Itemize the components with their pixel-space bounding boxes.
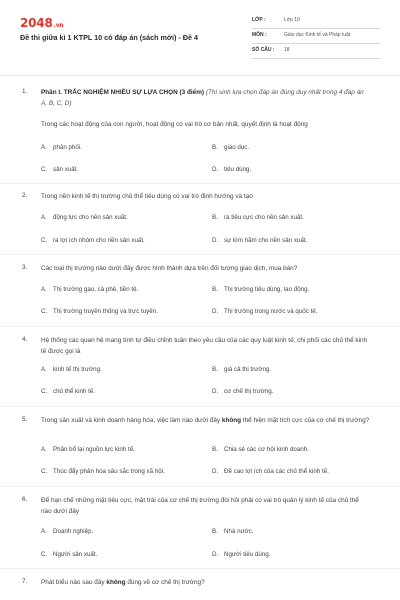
page-header — [0, 0, 400, 72]
header-divider — [0, 75, 400, 76]
option-b[interactable]: B. giáo dục. — [212, 144, 250, 151]
option-b[interactable]: B. Nhà nước. — [212, 528, 254, 535]
question-number: 7. — [22, 578, 28, 585]
question-text: Trong sản xuất và kinh doanh hàng hóa, việc làm nào dưới đây không thể hiện mặt tích cực của cơ chế thị trường? — [41, 417, 370, 424]
question-text: Các loại thị trường nào dưới đây được hình thành dựa trên đối tượng giao dịch, mua bán? — [41, 265, 298, 272]
option-d[interactable]: D. Thị trường trong nước và quốc tế. — [212, 308, 318, 315]
option-b[interactable]: B. giá cả thị trường. — [212, 366, 272, 373]
info-value: Lớp 10 — [284, 17, 300, 23]
info-label: MÔN : — [252, 32, 267, 38]
option-d[interactable]: D. tiêu dùng. — [212, 166, 252, 173]
option-a[interactable]: A. Phân bổ lại nguồn lực kinh tế. — [41, 446, 135, 453]
option-c[interactable]: C. Người sản xuất. — [41, 551, 98, 558]
option-a[interactable]: A. kinh tế thị trường. — [41, 366, 102, 373]
option-d[interactable]: D. Người tiêu dùng. — [212, 551, 271, 558]
option-a[interactable]: A. phân phối. — [41, 144, 82, 151]
question-number: 4. — [22, 336, 28, 343]
option-c[interactable]: C. ra lợi ích nhóm cho nền sản xuất. — [41, 237, 145, 244]
question-divider — [0, 406, 400, 407]
question-text: Hệ thống các quan hệ mang tính tự điều chỉnh tuân theo yêu cầu của các quy luật kinh tế, chi phối các chủ thể kinh tế được gọi là — [41, 337, 368, 355]
question-divider — [0, 486, 400, 487]
info-label: LỚP : — [252, 17, 266, 23]
option-c[interactable]: C. Thị trường truyền thống và trực tuyến. — [41, 308, 158, 315]
option-a[interactable]: A. Doanh nghiệp. — [41, 528, 94, 535]
info-row-count — [252, 44, 380, 59]
option-d[interactable]: D. Đề cao lợi ích của các chủ thể kinh tế. — [212, 468, 329, 475]
option-c[interactable]: C. sản xuất. — [41, 166, 79, 173]
question-number: 2. — [22, 192, 28, 199]
question-number: 6. — [22, 496, 28, 503]
question-text: Trong các hoạt động của con người, hoạt động có vai trò cơ bản nhất, quyết định là hoạt động — [41, 121, 308, 128]
section-instruction: (Thí sinh lựa chọn đáp án đúng duy nhất trong 4 đáp án A, B, C, D) — [41, 89, 364, 107]
option-a[interactable]: A. động lực cho nền sản xuất. — [41, 214, 128, 221]
info-row-subject — [252, 29, 380, 44]
question-text: Phát biểu nào sau đây không đúng về cơ chế thị trường? — [41, 579, 205, 586]
section-title: Phần I. TRẮC NGHIỆM NHIỀU SỰ LỰA CHỌN (3 điểm) — [41, 89, 205, 96]
exam-info-table — [252, 14, 380, 59]
question-number: 3. — [22, 264, 28, 271]
question-number: 1. — [22, 88, 28, 95]
info-label: SỐ CÂU : — [252, 47, 275, 53]
exam-title: Đề thi giữa kì 1 KTPL 10 có đáp án (sách mới) - Đề 4 — [20, 33, 198, 42]
option-c[interactable]: C. Thúc đẩy phân hóa sâu sắc trong xã hội. — [41, 468, 165, 475]
site-logo[interactable]: 2048.vn — [20, 16, 64, 30]
question-divider — [0, 183, 400, 184]
section-header — [41, 88, 371, 109]
info-value: Giáo dục Kinh tế và Pháp luật — [284, 32, 351, 38]
option-c[interactable]: C. chủ thể kinh tế. — [41, 388, 95, 395]
option-d[interactable]: D. sự kìm hãm cho nền sản xuất. — [212, 237, 308, 244]
option-b[interactable]: B. ra tiêu cực cho nền sản xuất. — [212, 214, 304, 221]
question-divider — [0, 568, 400, 569]
question-text: Trong nền kinh tế thị trường chủ thể tiêu dùng có vai trò định hướng và tạo — [41, 193, 253, 200]
question-divider — [0, 254, 400, 255]
option-d[interactable]: D. cơ chế thị trường. — [212, 388, 274, 395]
question-divider — [0, 326, 400, 327]
option-a[interactable]: A. Thị trường gạo, cà phê, tiền tệ. — [41, 286, 139, 293]
info-row-class — [252, 14, 380, 29]
option-b[interactable]: B. Thị trường tiêu dùng, lao động. — [212, 286, 310, 293]
question-number: 5. — [22, 416, 28, 423]
option-b[interactable]: B. Chia sẻ các cơ hội kinh doanh. — [212, 446, 309, 453]
info-value: 18 — [284, 47, 290, 53]
question-text: Để hạn chế những mặt tiêu cực, mặt trái của cơ chế thị trường đòi hỏi phải có vai trò quản lý kinh tế của chủ thể nào dưới đây — [41, 497, 359, 515]
